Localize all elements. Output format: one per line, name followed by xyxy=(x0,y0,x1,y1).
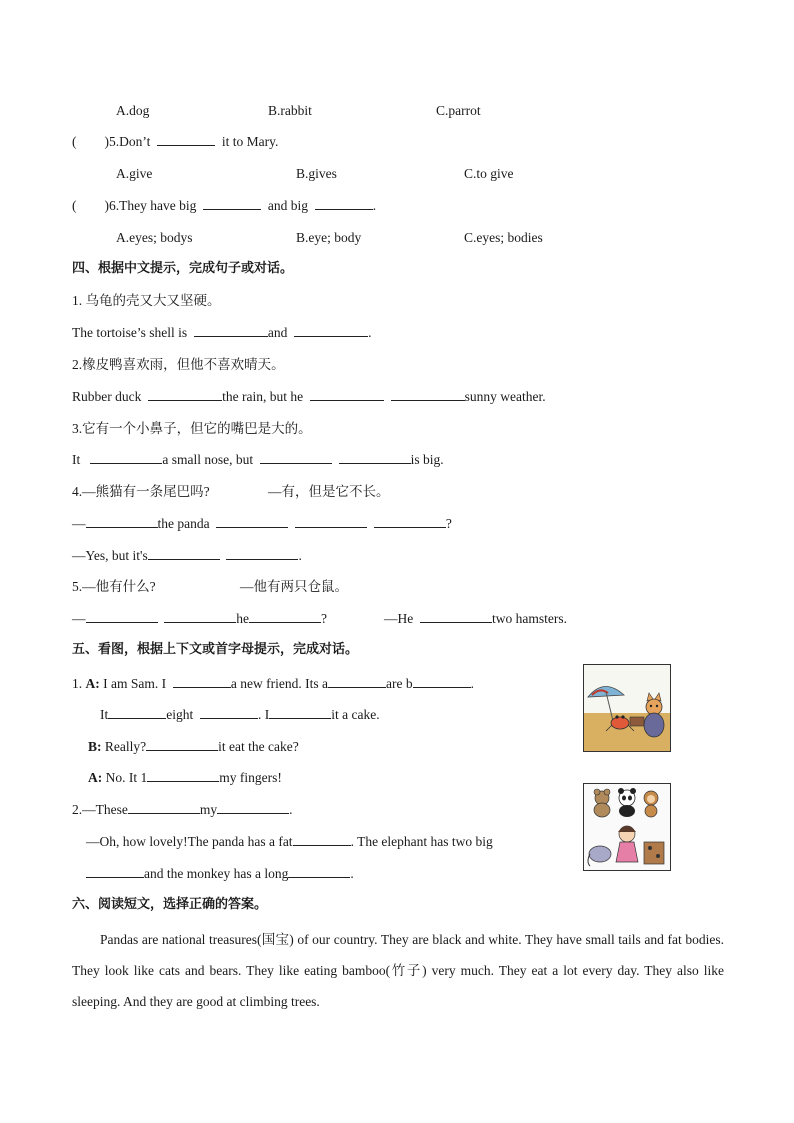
s4-item3-en: It a small nose, but is big. xyxy=(72,452,444,467)
q5-option-b: B.gives xyxy=(296,166,337,181)
s5-d1-line3: B: Really? it eat the cake? xyxy=(88,739,299,754)
answer-blank[interactable] xyxy=(339,451,411,464)
s5-d2-line3: and the monkey has a long . xyxy=(86,865,354,883)
answer-blank[interactable] xyxy=(294,324,368,337)
answer-blank[interactable] xyxy=(420,610,492,623)
s4-item1-en: The tortoise’s shell is and . xyxy=(72,325,372,340)
s4-item5-cn2: —他有两只仓鼠。 xyxy=(240,579,348,594)
q6-option-a: A.eyes; bodys xyxy=(116,230,193,245)
answer-blank[interactable] xyxy=(173,675,231,688)
animals-illustration xyxy=(584,784,670,870)
answer-blank[interactable] xyxy=(226,547,298,560)
answer-blank[interactable] xyxy=(249,610,321,623)
answer-blank[interactable] xyxy=(86,610,158,623)
animals-picture xyxy=(583,783,671,871)
s5-d1-line1: 1. A: I am Sam. I a new friend. Its a are b . xyxy=(72,676,474,691)
s4-item2-cn: 2.橡皮鸭喜欢雨，但他不喜欢晴天。 xyxy=(72,357,285,372)
answer-blank[interactable] xyxy=(217,801,289,814)
q6-option-c: C.eyes; bodies xyxy=(464,230,543,245)
s5-d1-line2: It eight . I it a cake. xyxy=(100,707,380,722)
q5-stem-a: 5.Don’t xyxy=(109,134,151,149)
q5-stem-b: it to Mary. xyxy=(221,134,279,149)
answer-blank[interactable] xyxy=(269,706,331,719)
s5-d1-line4: A: No. It 1 my fingers! xyxy=(88,770,282,785)
answer-blank[interactable] xyxy=(146,738,218,751)
answer-blank[interactable] xyxy=(260,451,332,464)
q5-stem: ( )5.Don’t it to Mary. xyxy=(72,134,279,149)
s4-item4-en2: —Yes, but it's . xyxy=(72,548,302,563)
s5-d2-line1: 2.—These my . xyxy=(72,802,293,817)
section-5-heading: 五、看图，根据上下文或首字母提示，完成对话。 xyxy=(72,642,359,657)
s4-item4-cn: 4.—熊猫有一条尾巴吗? xyxy=(72,484,210,499)
s4-item4-cn2: —有，但是它不长。 xyxy=(268,484,390,499)
answer-blank[interactable] xyxy=(295,515,367,528)
answer-blank[interactable] xyxy=(194,324,268,337)
q6-option-b: B.eye; body xyxy=(296,230,362,245)
answer-blank[interactable] xyxy=(128,801,200,814)
answer-blank[interactable] xyxy=(200,706,258,719)
q4-option-c: C.parrot xyxy=(436,103,481,118)
answer-blank[interactable] xyxy=(288,865,350,878)
q4-option-b: B.rabbit xyxy=(268,103,312,118)
answer-blank[interactable] xyxy=(148,388,222,401)
answer-blank[interactable] xyxy=(203,197,261,210)
s5-d2-line2: —Oh, how lovely!The panda has a fat . The elephant has two big xyxy=(86,834,493,849)
q6-stem: ( )6.They have big and big . xyxy=(72,198,377,213)
answer-blank[interactable] xyxy=(90,451,162,464)
answer-blank[interactable] xyxy=(293,833,351,846)
answer-blank[interactable] xyxy=(391,388,465,401)
beach-illustration xyxy=(584,665,670,751)
answer-blank[interactable] xyxy=(164,610,236,623)
answer-blank[interactable] xyxy=(86,515,158,528)
s4-item4-en: — the panda ? xyxy=(72,516,452,531)
answer-blank[interactable] xyxy=(413,675,471,688)
answer-blank[interactable] xyxy=(328,675,386,688)
section-6-heading: 六、阅读短文，选择正确的答案。 xyxy=(72,897,268,912)
q5-option-c: C.to give xyxy=(464,166,514,181)
q4-option-a: A.dog xyxy=(116,103,150,118)
reading-passage: Pandas are national treasures(国宝) of our country. They are black and white. They have small tails and fat bodies. They look like cats and bears. They like eating bamboo(竹子) very much. They eat a lot every day. They also like sleeping. And they are good at climbing trees. xyxy=(72,932,724,1009)
answer-blank[interactable] xyxy=(216,515,288,528)
s4-item2-en: Rubber duck the rain, but he sunny weather. xyxy=(72,389,546,404)
answer-blank[interactable] xyxy=(374,515,446,528)
s4-item3-cn: 3.它有一个小鼻子，但它的嘴巴是大的。 xyxy=(72,421,312,436)
answer-blank[interactable] xyxy=(315,197,373,210)
section-4-heading: 四、根据中文提示，完成句子或对话。 xyxy=(72,261,294,276)
answer-blank[interactable] xyxy=(86,865,144,878)
s4-item5-en-answer: —He two hamsters. xyxy=(384,611,567,626)
answer-blank[interactable] xyxy=(148,547,220,560)
s4-item1-cn: 1. 乌龟的壳又大又坚硬。 xyxy=(72,293,221,308)
answer-blank[interactable] xyxy=(310,388,384,401)
q5-option-a: A.give xyxy=(116,166,153,181)
answer-blank[interactable] xyxy=(147,769,219,782)
answer-blank[interactable] xyxy=(108,706,166,719)
answer-blank[interactable] xyxy=(157,133,215,146)
beach-picture xyxy=(583,664,671,752)
s4-item5-en: — he ? xyxy=(72,611,327,626)
s4-item5-cn: 5.—他有什么? xyxy=(72,579,156,594)
